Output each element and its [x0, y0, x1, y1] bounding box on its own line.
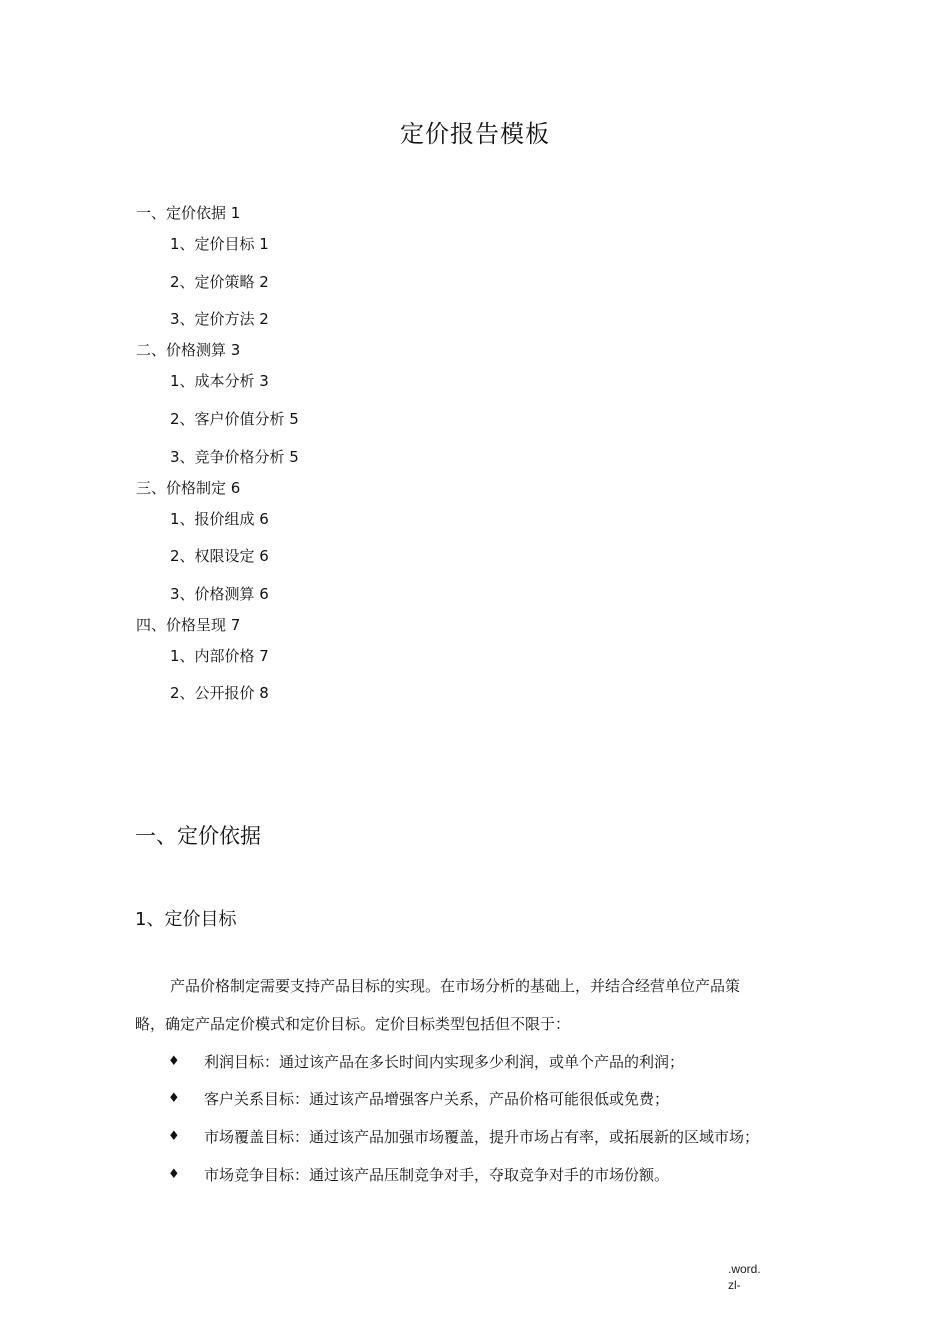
bullet-item: 市场竞争目标：通过该产品压制竞争对手，夺取竞争对手的市场份额。: [204, 1166, 670, 1184]
toc-item[interactable]: 1、内部价格 7: [170, 647, 269, 665]
bullet-item: 客户关系目标：通过该产品增强客户关系，产品价格可能很低或免费；: [204, 1090, 670, 1108]
footer-line: .word.: [728, 1262, 761, 1276]
subsection-heading: 1、定价目标: [135, 909, 237, 930]
bullet-diamond-icon: ♦: [168, 1129, 180, 1144]
paragraph-line: 产品价格制定需要支持产品目标的实现。在市场分析的基础上，并结合经营单位产品策: [170, 977, 741, 995]
toc-item[interactable]: 二、价格测算 3: [136, 341, 241, 359]
bullet-item: 利润目标：通过该产品在多长时间内实现多少利润，或单个产品的利润；: [204, 1053, 685, 1071]
toc-item[interactable]: 2、公开报价 8: [170, 684, 269, 702]
toc-item[interactable]: 三、价格制定 6: [136, 479, 241, 497]
footer-line: zl-: [728, 1278, 741, 1292]
bullet-diamond-icon: ♦: [168, 1167, 180, 1182]
toc-item[interactable]: 2、权限设定 6: [170, 547, 269, 565]
toc-item[interactable]: 3、定价方法 2: [170, 310, 269, 328]
page-footer: [728, 1261, 761, 1293]
toc-item[interactable]: 1、成本分析 3: [170, 372, 269, 390]
toc-item[interactable]: 3、竞争价格分析 5: [170, 448, 299, 466]
bullet-diamond-icon: ♦: [168, 1054, 180, 1069]
bullet-item: 市场覆盖目标：通过该产品加强市场覆盖，提升市场占有率，或拓展新的区域市场；: [204, 1128, 760, 1146]
toc-item[interactable]: 2、定价策略 2: [170, 273, 269, 291]
document-title: 定价报告模板: [400, 120, 550, 148]
toc-item[interactable]: 3、价格测算 6: [170, 585, 269, 603]
section-heading: 一、定价依据: [135, 824, 261, 848]
toc-item[interactable]: 2、客户价值分析 5: [170, 410, 299, 428]
toc-item[interactable]: 1、报价组成 6: [170, 510, 269, 528]
toc-item[interactable]: 一、定价依据 1: [136, 204, 241, 222]
bullet-diamond-icon: ♦: [168, 1091, 180, 1106]
toc-item[interactable]: 四、价格呈现 7: [136, 616, 241, 634]
toc-item[interactable]: 1、定价目标 1: [170, 235, 269, 253]
paragraph-line: 略，确定产品定价模式和定价目标。定价目标类型包括但不限于：: [135, 1015, 571, 1033]
